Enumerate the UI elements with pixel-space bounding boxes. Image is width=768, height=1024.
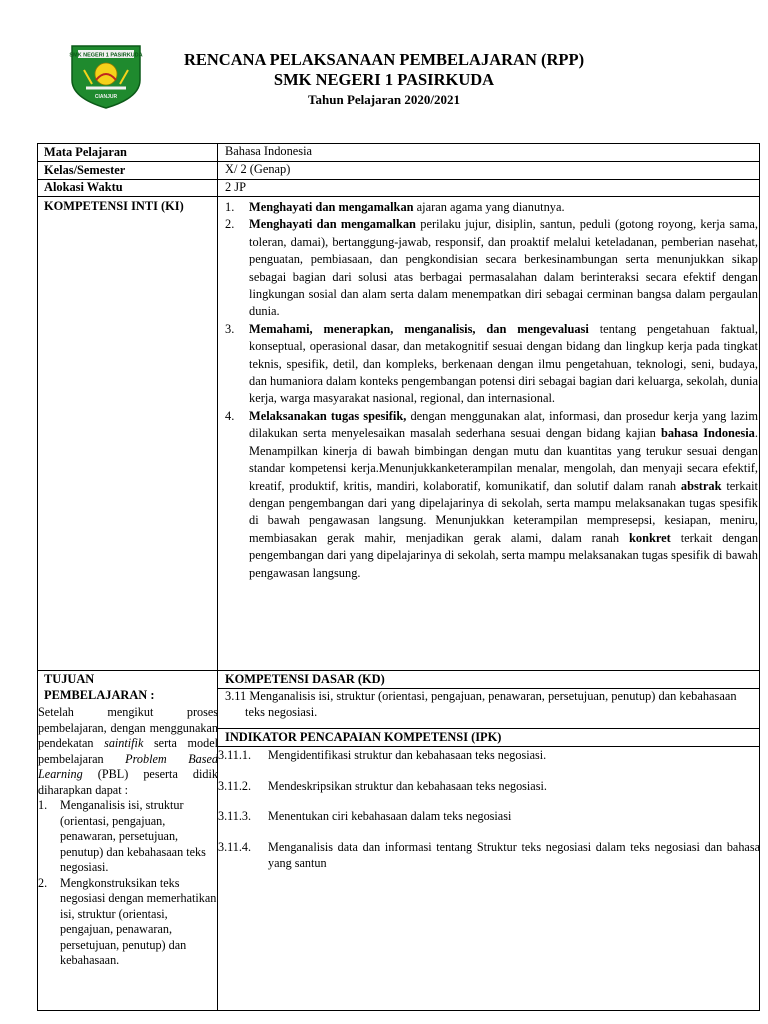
row-divider: [38, 179, 759, 180]
kd-text: 3.11 Menganalisis isi, struktur (orientasi, pengajuan, penawaran, persetujuan, penutup) dan kebahasaan teks negosiasi.: [225, 689, 737, 719]
logo-text-top: SMK NEGERI 1 PASIRKUDA: [69, 52, 143, 59]
ki-item: 3. Memahami, menerapkan, menganalisis, dan mengevaluasi tentang pengetahuan faktual, konseptual, operasional dasar, dan metakognitif sesuai dengan bidang dan lingkup kerja pada tingkat teknis, spesifik, detil, dan kompleks, berkenaan dengan ilmu pengetahuan, teknologi, seni, budaya, dan humaniora dalam konteks pengembangan potensi diri sebagai bagian dari keluarga, sekolah, dunia kerja, warga masyarakat nasional, regional, dan internasional.: [225, 321, 759, 406]
ipk-item: 3.11.1. Mengidentifikasi struktur dan kebahasaan teks negosiasi.: [218, 748, 547, 762]
rpp-table: [37, 143, 760, 1011]
ki-item: 1. Menghayati dan mengamalkan ajaran agama yang dianutnya.: [225, 200, 565, 214]
ki-list: [225, 199, 758, 582]
kelas-label: Kelas/Semester: [44, 163, 126, 177]
row-divider: [38, 196, 759, 197]
logo-text-bottom: CIANJUR: [94, 94, 118, 100]
ki-label: KOMPETENSI INTI (KI): [44, 199, 184, 213]
tujuan-body: [38, 705, 218, 969]
mapel-value: Bahasa Indonesia: [225, 144, 313, 158]
kd-label: KOMPETENSI DASAR (KD): [225, 672, 385, 686]
document-title: RENCANA PELAKSANAAN PEMBELAJARAN (RPP): [183, 50, 585, 69]
ipk-item: 3.11.2. Mendeskripsikan struktur dan kebahasaan teks negosiasi.: [218, 779, 547, 793]
alokasi-label: Alokasi Waktu: [44, 180, 123, 194]
alokasi-value: 2 JP: [225, 180, 247, 194]
ipk-item: 3.11.4. Menganalisis data dan informasi tentang Struktur teks negosiasi dalam teks negosiasi dan bahasa yang santun: [218, 840, 760, 870]
tujuan-item: 1. Menganalisis isi, struktur (orientasi, pengajuan, penawaran, persetujuan, penutup) dan kebahasaan teks negosiasi.: [38, 798, 206, 874]
academic-year: Tahun Pelajaran 2020/2021: [308, 92, 460, 107]
ipk-item: 3.11.3. Menentukan ciri kebahasaan dalam teks negosiasi: [218, 809, 512, 823]
tujuan-intro: Setelah mengikut proses pembelajaran, dengan menggunakan pendekatan saintifik serta model pembelajaran Problem Based Learning (PBL) peserta didik diharapkan dapat :: [38, 705, 218, 797]
row-divider: [38, 161, 759, 162]
document-header: [0, 0, 768, 140]
kelas-value: X/ 2 (Genap): [225, 162, 291, 176]
ipk-label: INDIKATOR PENCAPAIAN KOMPETENSI (IPK): [225, 730, 502, 744]
mapel-label: Mata Pelajaran: [44, 145, 127, 159]
school-name: SMK NEGERI 1 PASIRKUDA: [273, 70, 495, 89]
ki-item: 2. Menghayati dan mengamalkan perilaku jujur, disiplin, santun, peduli (gotong royong, kerja sama, toleran, damai), bertanggung-jawab, responsif, dan proaktif melalui keteladanan, pemberian nasehat, penguatan, pembiasaan, dan pengkondisian secara berkesinambungan serta menunjukkan sikap sebagai bagian dari solusi atas berbagai permasalahan dalam berinteraksi secara efektif dengan lingkungan sosial dan alam serta dalam menempatkan diri sebagai cerminan bangsa dalam pergaulan dunia.: [225, 217, 758, 319]
tujuan-label: TUJUAN PEMBELAJARAN :: [44, 672, 155, 702]
ki-item: 4. Melaksanakan tugas spesifik, dengan menggunakan alat, informasi, dan prosedur kerja yang lazim dilakukan serta menyelesaikan masalah sederhana sesuai dengan bidang kajian bahasa Indonesia. Menampilkan kinerja di bawah bimbingan dengan mutu dan kuantitas yang terukur sesuai dengan standar kompetensi kerja.Menunjukkanketerampilan menalar, mengolah, dan menyaji secara efektif, kreatif, produktif, kritis, mandiri, kolaboratif, komunikatif, dan solutif dalam ranah abstrak terkait dengan pengembangan dari yang dipelajarinya di sekolah, serta mampu melaksanakan tugas spesifik di bawah pengawasan langsung. Menunjukkan keterampilan mempresepsi, kesiapan, meniru, membiasakan gerak mahir, menjadikan gerak alami, dalam ranah konkret terkait dengan pengembangan dari yang dipelajarinya di sekolah, serta mampu melaksanakan tugas spesifik di bawah pengawasan langsung.: [225, 408, 759, 580]
tujuan-item: 2. Mengkonstruksikan teks negosiasi dengan memerhatikan isi, struktur (orientasi, pengajuan, penawaran, persetujuan, penutup) dan kebahasaan.: [38, 875, 217, 967]
